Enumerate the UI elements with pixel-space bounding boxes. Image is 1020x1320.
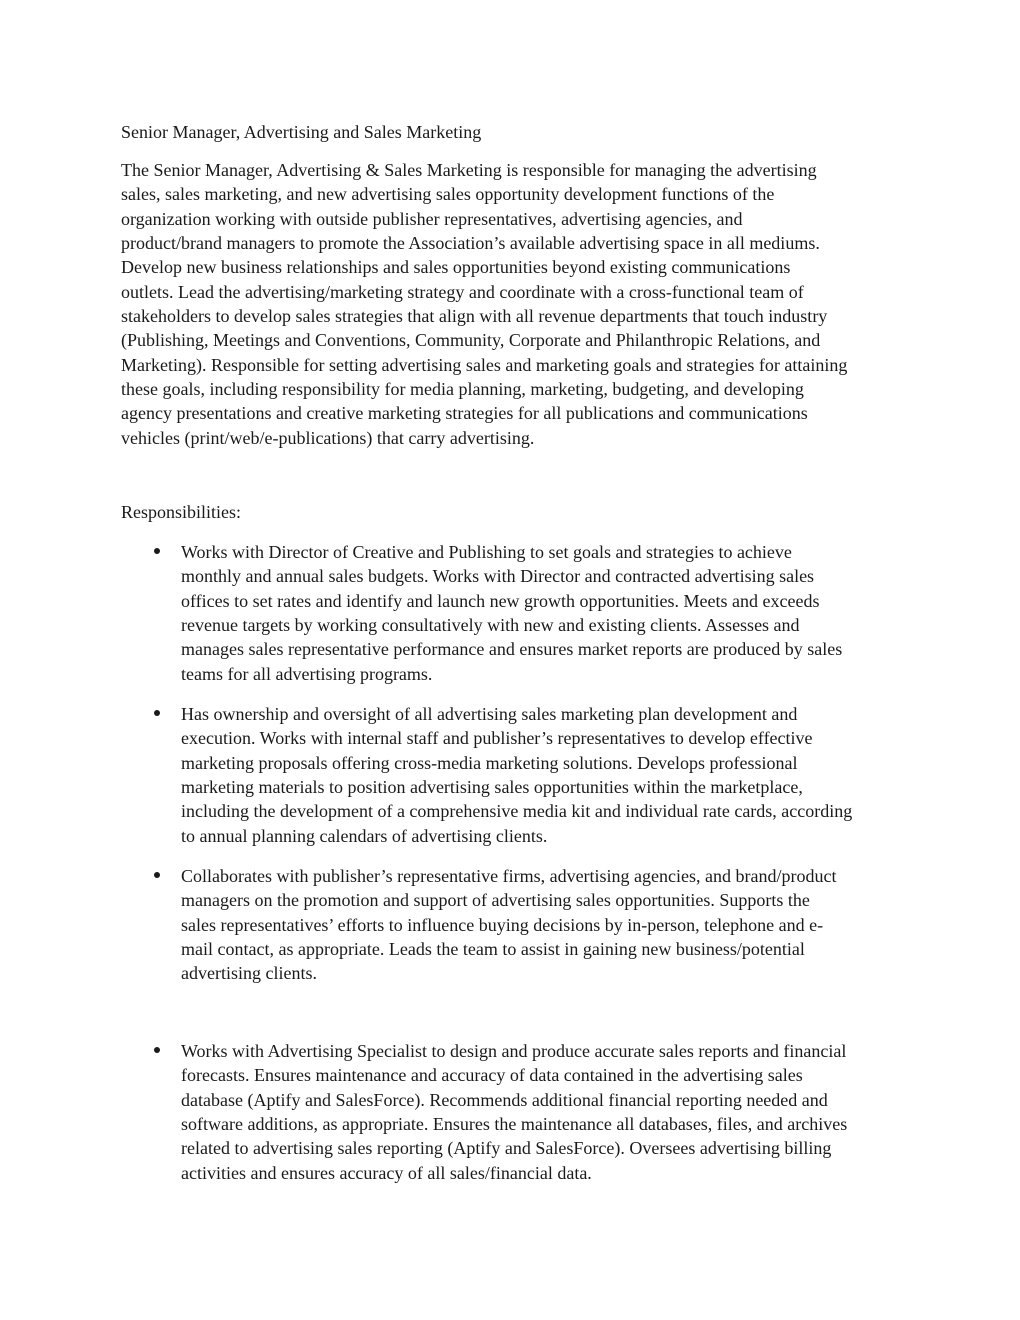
bullet-icon [154,1047,160,1053]
intro-paragraph [121,158,847,450]
text-line: execution. Works with internal staff and publisher’s representatives to develop effective [181,728,813,749]
text-line: outlets. Lead the advertising/marketing strategy and coordinate with a cross-functional team of [121,281,804,302]
text-line: marketing materials to position advertising sales opportunities within the marketplace, [181,777,803,798]
text-line: these goals, including responsibility for media planning, marketing, budgeting, and developing [121,379,804,400]
text-line: to annual planning calendars of advertising clients. [181,825,548,846]
bullet-icon [154,872,160,878]
text-line: product/brand managers to promote the Association’s available advertising space in all mediums. [121,233,820,254]
text-line: advertising clients. [181,963,317,984]
text-line: organization working with outside publisher representatives, advertising agencies, and [121,208,743,229]
text-line: teams for all advertising programs. [181,663,433,684]
text-line: Marketing). Responsible for setting advertising sales and marketing goals and strategies for attaining [121,354,848,375]
text-line: (Publishing, Meetings and Conventions, Community, Corporate and Philanthropic Relations, and [121,330,821,351]
text-line: sales, sales marketing, and new advertising sales opportunity development functions of the [121,184,775,205]
bullet-icon [154,710,160,716]
text-line: marketing proposals offering cross-media marketing solutions. Develops professional [181,752,798,773]
text-line: Develop new business relationships and sales opportunities beyond existing communications [121,257,791,278]
document-title: Senior Manager, Advertising and Sales Marketing [121,122,482,142]
bullet-icon [154,548,160,554]
text-line: mail contact, as appropriate. Leads the team to assist in gaining new business/potential [181,939,805,960]
text-line: including the development of a comprehensive media kit and individual rate cards, according [181,801,853,822]
text-line: forecasts. Ensures maintenance and accuracy of data contained in the advertising sales [181,1065,803,1086]
text-line: revenue targets by working consultatively with new and existing clients. Assesses and [181,615,800,636]
text-line: software additions, as appropriate. Ensures the maintenance all databases, files, and archives [181,1114,848,1135]
text-line: manages sales representative performance and ensures market reports are produced by sales [181,639,843,660]
text-line: database (Aptify and SalesForce). Recommends additional financial reporting needed and [181,1089,828,1110]
text-line: Works with Director of Creative and Publishing to set goals and strategies to achieve [181,542,792,562]
text-line: Works with Advertising Specialist to design and produce accurate sales reports and financial [181,1041,847,1061]
text-line: sales representatives’ efforts to influence buying decisions by in-person, telephone and e- [181,914,824,935]
text-line: related to advertising sales reporting (Aptify and SalesForce). Oversees advertising billing [181,1138,832,1159]
text-line: vehicles (print/web/e-publications) that carry advertising. [121,427,535,448]
text-line: activities and ensures accuracy of all sales/financial data. [181,1162,592,1183]
text-line: stakeholders to develop sales strategies that align with all revenue departments that touch industry [121,306,828,327]
text-line: monthly and annual sales budgets. Works with Director and contracted advertising sales [181,566,815,587]
text-line: Has ownership and oversight of all advertising sales marketing plan development and [181,704,798,724]
text-line: agency presentations and creative marketing strategies for all publications and communications [121,403,808,424]
text-line: offices to set rates and identify and launch new growth opportunities. Meets and exceeds [181,590,820,611]
text-line: Collaborates with publisher’s representative firms, advertising agencies, and brand/product [181,866,837,886]
text-line: The Senior Manager, Advertising & Sales Marketing is responsible for managing the advertising [121,160,817,180]
responsibilities-heading: Responsibilities: [121,502,242,522]
text-line: managers on the promotion and support of advertising sales opportunities. Supports the [181,890,810,911]
